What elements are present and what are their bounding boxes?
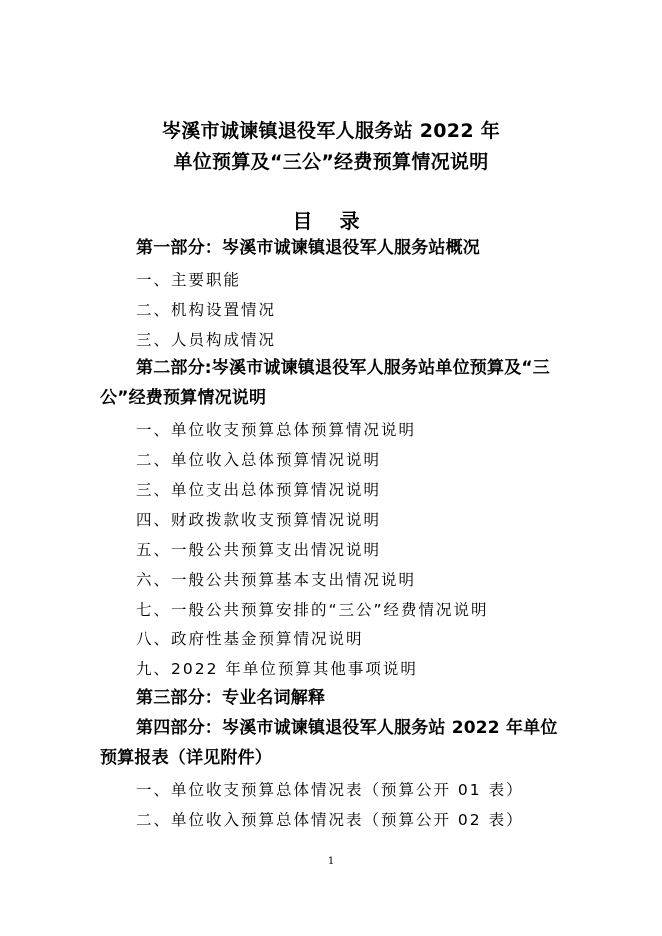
part2-item: 六、一般公共预算基本支出情况说明 [136, 571, 417, 589]
part2-item: 五、一般公共预算支出情况说明 [136, 541, 382, 559]
part2-heading: 第二部分:岑溪市诚谏镇退役军人服务站单位预算及“三公”经费预算情况说明 [100, 358, 550, 408]
part2-item: 四、财政拨款收支预算情况说明 [136, 511, 382, 529]
part2-item: 一、单位收支预算总体预算情况说明 [136, 421, 417, 439]
toc-heading: 目 录 [292, 209, 370, 233]
document-title-line2: 单位预算及“三公”经费预算情况说明 [173, 151, 489, 173]
part2-item: 三、单位支出总体预算情况说明 [136, 481, 382, 499]
part2-item: 八、政府性基金预算情况说明 [136, 630, 364, 648]
part2-item: 七、一般公共预算安排的“三公”经费情况说明 [136, 601, 489, 619]
part2-item: 九、2022 年单位预算其他事项说明 [136, 660, 418, 678]
part1-item: 二、机构设置情况 [136, 301, 277, 319]
part2-item: 二、单位收入总体预算情况说明 [136, 451, 382, 469]
document-title-line1: 岑溪市诚谏镇退役军人服务站 2022 年 [161, 120, 501, 142]
part4-item: 二、单位收入预算总体情况表（预算公开 02 表） [136, 811, 524, 829]
part4-heading: 第四部分：岑溪市诚谏镇退役军人服务站 2022 年单位预算报表（详见附件） [100, 718, 558, 768]
part1-item: 三、人员构成情况 [136, 331, 277, 349]
page-number: 1 [327, 856, 335, 867]
part3-heading: 第三部分：专业名词解释 [136, 688, 326, 708]
part4-item: 一、单位收支预算总体情况表（预算公开 01 表） [136, 781, 524, 799]
part1-heading: 第一部分：岑溪市诚谏镇退役军人服务站概况 [136, 238, 480, 258]
part1-item: 一、主要职能 [136, 271, 242, 289]
